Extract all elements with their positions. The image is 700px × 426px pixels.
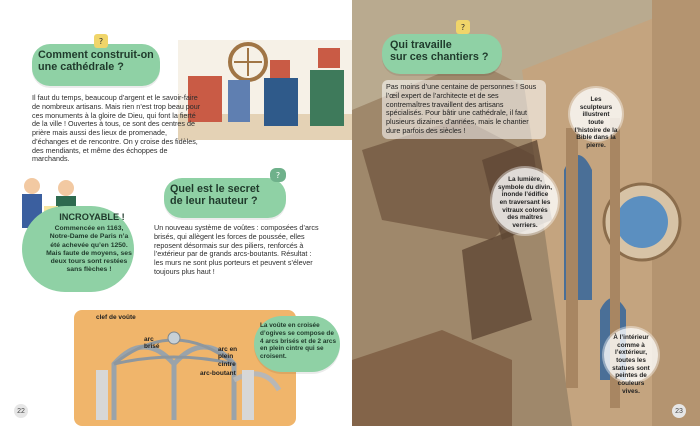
label-clef-de-voute: clef de voûte — [96, 314, 136, 321]
section-title-3 — [390, 40, 502, 63]
svg-text:?: ? — [275, 171, 281, 180]
label-arc-plein-cintre: arc en plein cintre — [218, 346, 238, 368]
svg-text:?: ? — [98, 37, 104, 46]
bubble-sculpteurs-text: Les sculpteurs illustrent toute l’histoire de la Bible dans la pierre. — [574, 96, 618, 150]
incroyable-title: INCROYABLE ! — [59, 212, 125, 222]
section-1-body: Il faut du temps, beaucoup d’argent et le savoir-faire de nombreux artisans. Mais rien n’est trop beau pour ces monuments à la gloire de Dieu, qui font la fierté de la ville ! Ouvertes à tous, ce sont des centres de prière mais aussi des lieux de promenade, d’échanges et de rencontre. On y croise des fidèles, des mendiants, et même des échoppes de marchands. — [32, 93, 201, 164]
bubble-lumiere-text: La lumière, symbole du divin, inonde l’édifice en traversant les vitraux colorés des maîtres verriers. — [498, 176, 552, 230]
section-title-3-line2: sur ces chantiers ? — [390, 50, 489, 63]
section-title-1 — [38, 50, 158, 73]
speech-question-icon — [456, 20, 470, 34]
diagram-note-text: La voûte en croisée d’ogives se compose de 4 arcs brisés et de 2 arcs en plein cintre qui se croisent. — [260, 322, 337, 361]
speech-question-icon — [270, 168, 286, 182]
section-title-2 — [170, 184, 282, 207]
right-page — [352, 0, 700, 426]
section-title-1-line2: une cathédrale ? — [38, 60, 124, 73]
svg-text:?: ? — [460, 23, 466, 32]
workers-illustration — [178, 40, 352, 140]
section-title-2-line1: Quel est le secret — [170, 183, 260, 195]
section-title-1-line1: Comment construit-on — [38, 49, 154, 61]
page-number-left: 22 — [14, 404, 28, 418]
section-3-body: Pas moins d’une centaine de personnes ! Sous l’œil expert de l’architecte et de ses contremaîtres travaillent des artisans spécialisés. Pour bâtir une cathédrale, il faut plusieurs dizaines d’années, mais le chantier dure parfois des siècles ! — [382, 80, 546, 139]
section-2-body: Un nouveau système de voûtes : composées d’arcs brisés, qui allègent les forces de poussée, elles reposent désormais sur des piliers, renforcés à l’extérieur par de grands arcs-boutants. Résultat : les murs ne sont plus porteurs et peuvent s’élever toujours plus haut ! — [154, 223, 319, 276]
speech-question-icon — [94, 34, 108, 48]
section-title-3-line1: Qui travaille — [390, 39, 452, 51]
bubble-statues-text: À l’intérieur comme à l’extérieur, toutes les statues sont peintes de couleurs vives. — [612, 334, 650, 395]
section-title-2-line2: de leur hauteur ? — [170, 194, 258, 207]
page-number-right: 23 — [672, 404, 686, 418]
label-arc-brise: arc brisé — [144, 336, 160, 351]
label-arc-boutant: arc-boutant — [200, 370, 236, 377]
incroyable-text: Commencée en 1163, Notre-Dame de Paris n’a été achevée qu’en 1250. Mais faute de moyens, ses deux tours sont restées sans flèches ! — [46, 225, 132, 274]
